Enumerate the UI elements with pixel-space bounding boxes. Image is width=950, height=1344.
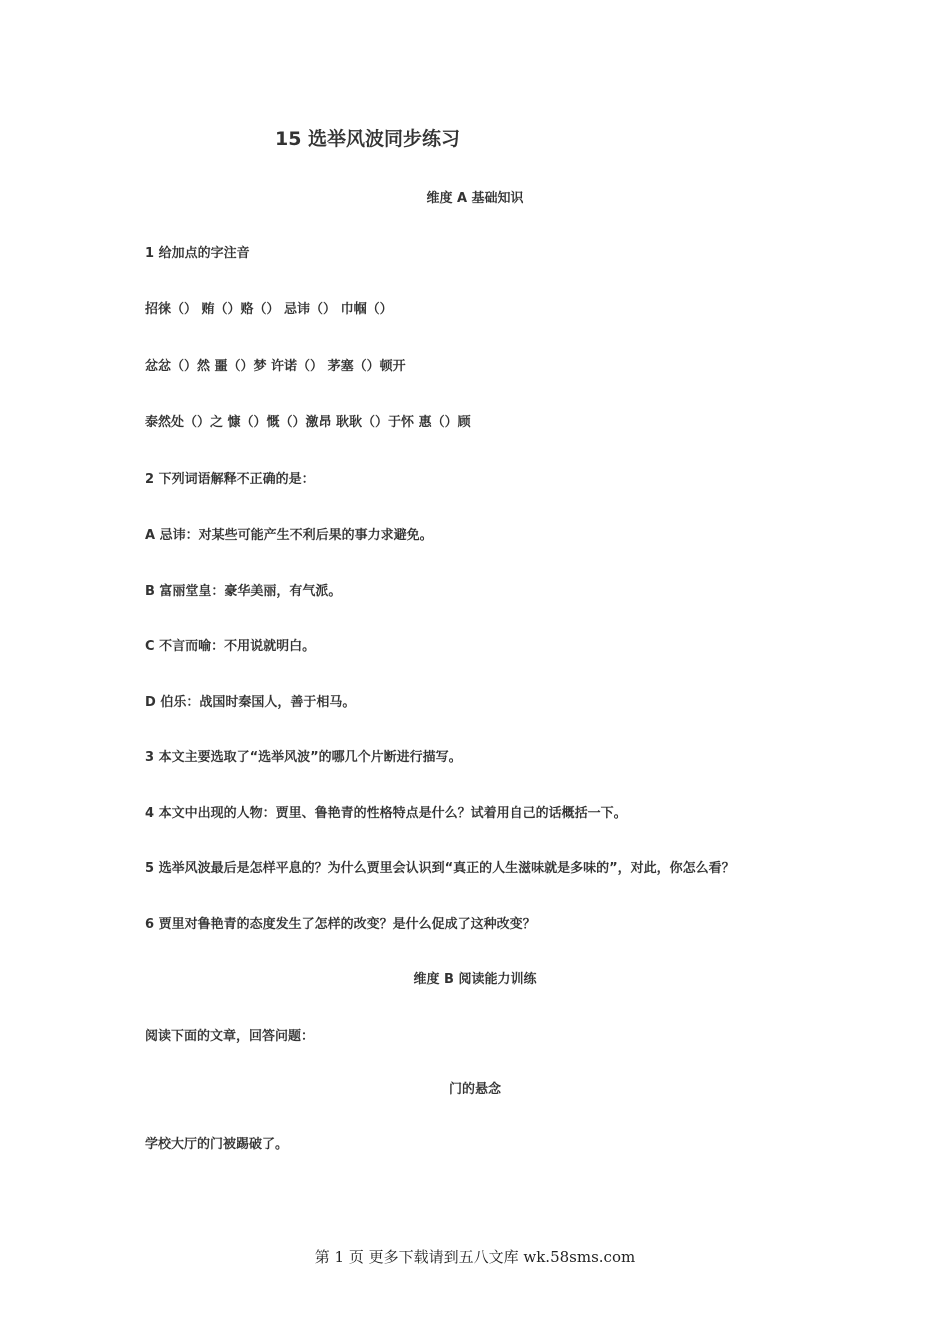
question-5: 5 选举风波最后是怎样平息的？为什么贾里会认识到“真正的人生滋味就是多味的”，对此，你怎么看？: [145, 861, 735, 876]
question-1-line-2: 忿忿（）然 噩（）梦 许诺（） 茅塞（）顿开: [145, 359, 406, 374]
document-title: 15 选举风波同步练习: [275, 128, 461, 150]
section-b-heading: 维度 B 阅读能力训练: [413, 972, 537, 987]
question-2-option-d: D 伯乐：战国时秦国人，善于相马。: [145, 695, 356, 710]
question-2-option-a: A 忌讳：对某些可能产生不利后果的事力求避免。: [145, 528, 433, 543]
article-title: 门的悬念: [448, 1082, 501, 1097]
page-footer: 第 1 页 更多下载请到五八文库 wk.58sms.com: [314, 1248, 636, 1266]
article-paragraph: 学校大厅的门被踢破了。: [145, 1137, 289, 1152]
question-6: 6 贾里对鲁艳青的态度发生了怎样的改变？是什么促成了这种改变？: [145, 917, 536, 932]
question-2-option-b: B 富丽堂皇：豪华美丽，有气派。: [145, 584, 342, 599]
question-2-option-c: C 不言而喻：不用说就明白。: [145, 639, 316, 654]
question-1-line-3: 泰然处（）之 慷（）慨（）激昂 耿耿（）于怀 惠（）顾: [145, 415, 471, 430]
reading-intro: 阅读下面的文章，回答问题：: [145, 1029, 315, 1044]
section-a-heading: 维度 A 基础知识: [426, 191, 524, 206]
question-1: 1 给加点的字注音: [145, 246, 250, 261]
question-2: 2 下列词语解释不正确的是：: [145, 472, 315, 487]
question-3: 3 本文主要选取了“选举风波”的哪几个片断进行描写。: [145, 750, 462, 765]
question-4: 4 本文中出现的人物：贾里、鲁艳青的性格特点是什么？试着用自己的话概括一下。: [145, 806, 627, 821]
question-1-line-1: 招徕（） 贿（）赂（） 忌讳（） 巾帼（）: [145, 302, 393, 317]
